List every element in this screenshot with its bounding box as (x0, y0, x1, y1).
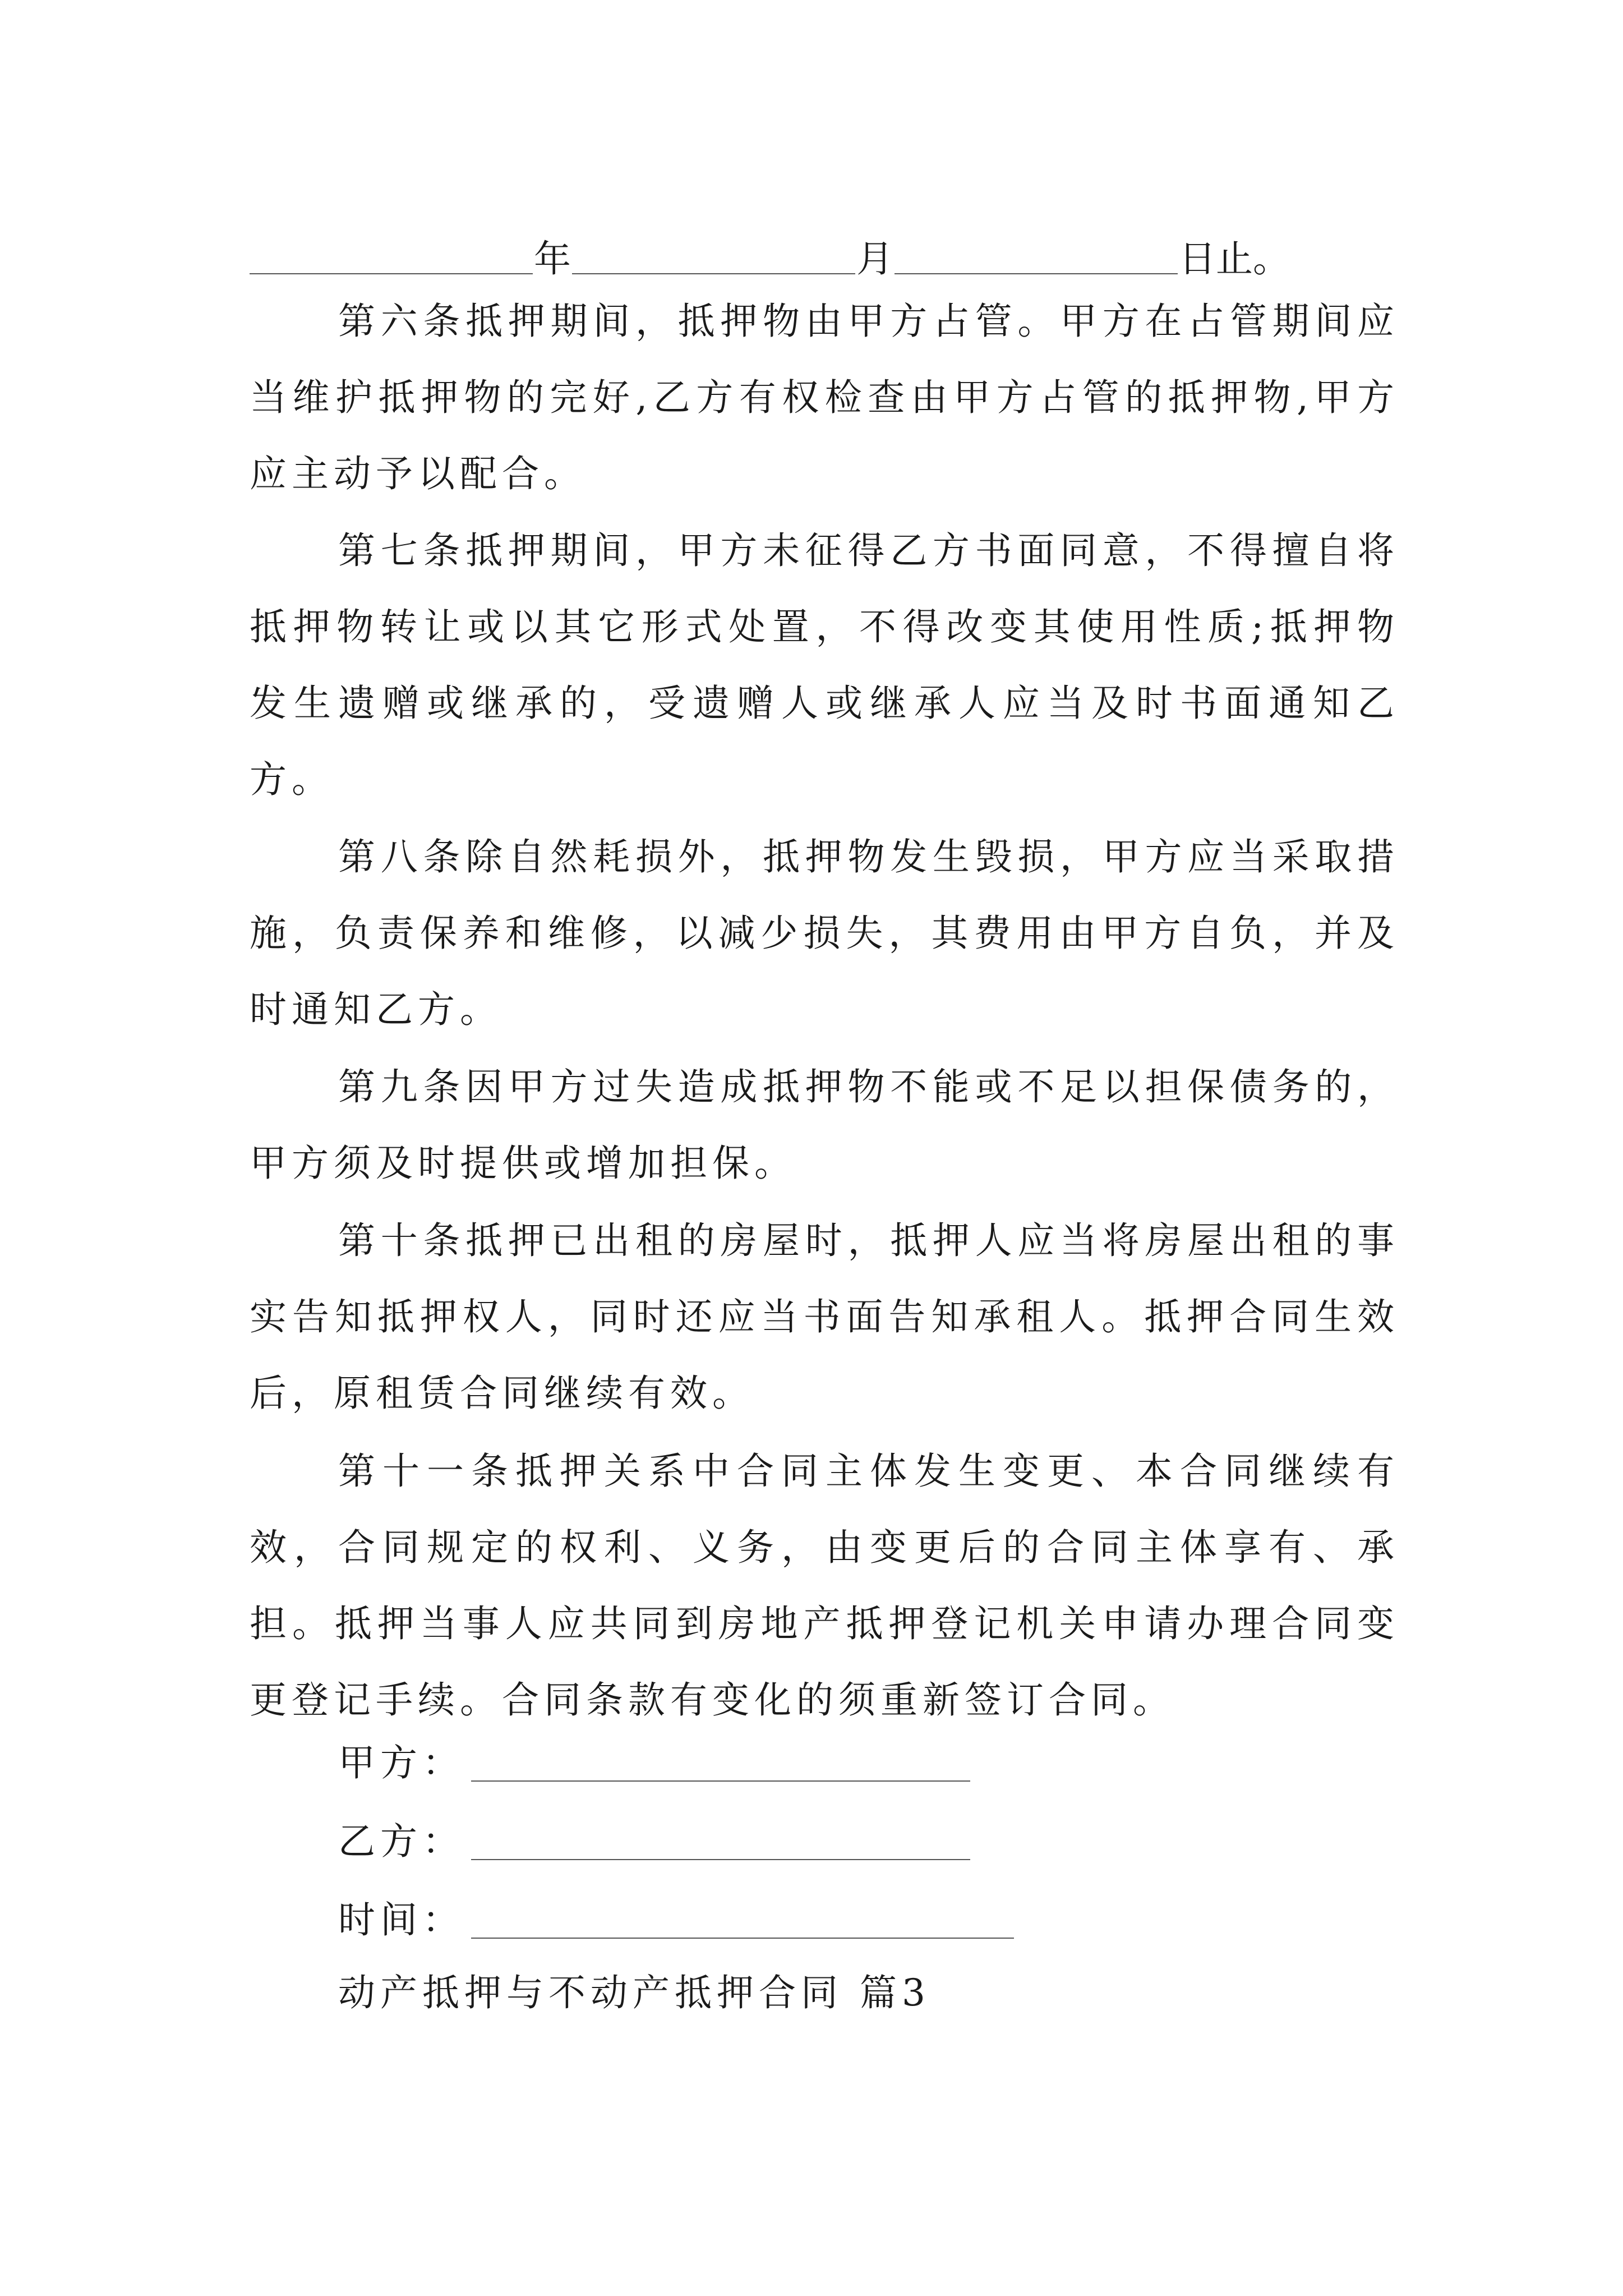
time-label: 时间： (338, 1898, 464, 1941)
article-6: 第六条抵押期间，抵押物由甲方占管。甲方在占管期间应当维护抵押物的完好,乙方有权检查由甲方占管的抵押物,甲方应主动予以配合。 (250, 300, 1399, 495)
year-blank (250, 240, 533, 274)
day-label: 日止。 (1179, 237, 1290, 280)
party-b-signature-blank (471, 1831, 970, 1860)
party-a-signature-row (338, 1741, 970, 1784)
article-10: 第十条抵押已出租的房屋时，抵押人应当将房屋出租的事实告知抵押权人，同时还应当书面告知承租人。抵押合同生效后，原租赁合同继续有效。 (250, 1219, 1399, 1415)
time-blank (471, 1910, 1014, 1939)
party-a-signature-blank (471, 1752, 970, 1782)
year-label: 年 (534, 237, 571, 280)
article-8: 第八条除自然耗损外，抵押物发生毁损，甲方应当采取措施，负责保养和维修，以减少损失，其费用由甲方自负，并及时通知乙方。 (250, 835, 1399, 1031)
article-11: 第十一条抵押关系中合同主体发生变更、本合同继续有效，合同规定的权利、义务，由变更后的合同主体享有、承担。抵押当事人应共同到房地产抵押登记机关申请办理合同变更登记手续。合同条款有变化的须重新签订合同。 (250, 1450, 1399, 1722)
article-7: 第七条抵押期间，甲方未征得乙方书面同意，不得擅自将抵押物转让或以其它形式处置，不得改变其使用性质;抵押物发生遗赠或继承的，受遗赠人或继承人应当及时书面通知乙方。 (250, 529, 1399, 801)
month-blank (572, 240, 855, 274)
end-date-line (250, 216, 1291, 278)
party-b-label: 乙方： (338, 1820, 464, 1863)
section-title: 动产抵押与不动产抵押合同 篇3 (338, 1971, 930, 2014)
party-a-label: 甲方： (338, 1741, 464, 1784)
article-9: 第九条因甲方过失造成抵押物不能或不足以担保债务的，甲方须及时提供或增加担保。 (250, 1065, 1399, 1185)
time-signature-row (338, 1898, 1014, 1941)
day-blank (895, 240, 1178, 274)
party-b-signature-row (338, 1820, 970, 1863)
month-label: 月 (856, 237, 893, 280)
